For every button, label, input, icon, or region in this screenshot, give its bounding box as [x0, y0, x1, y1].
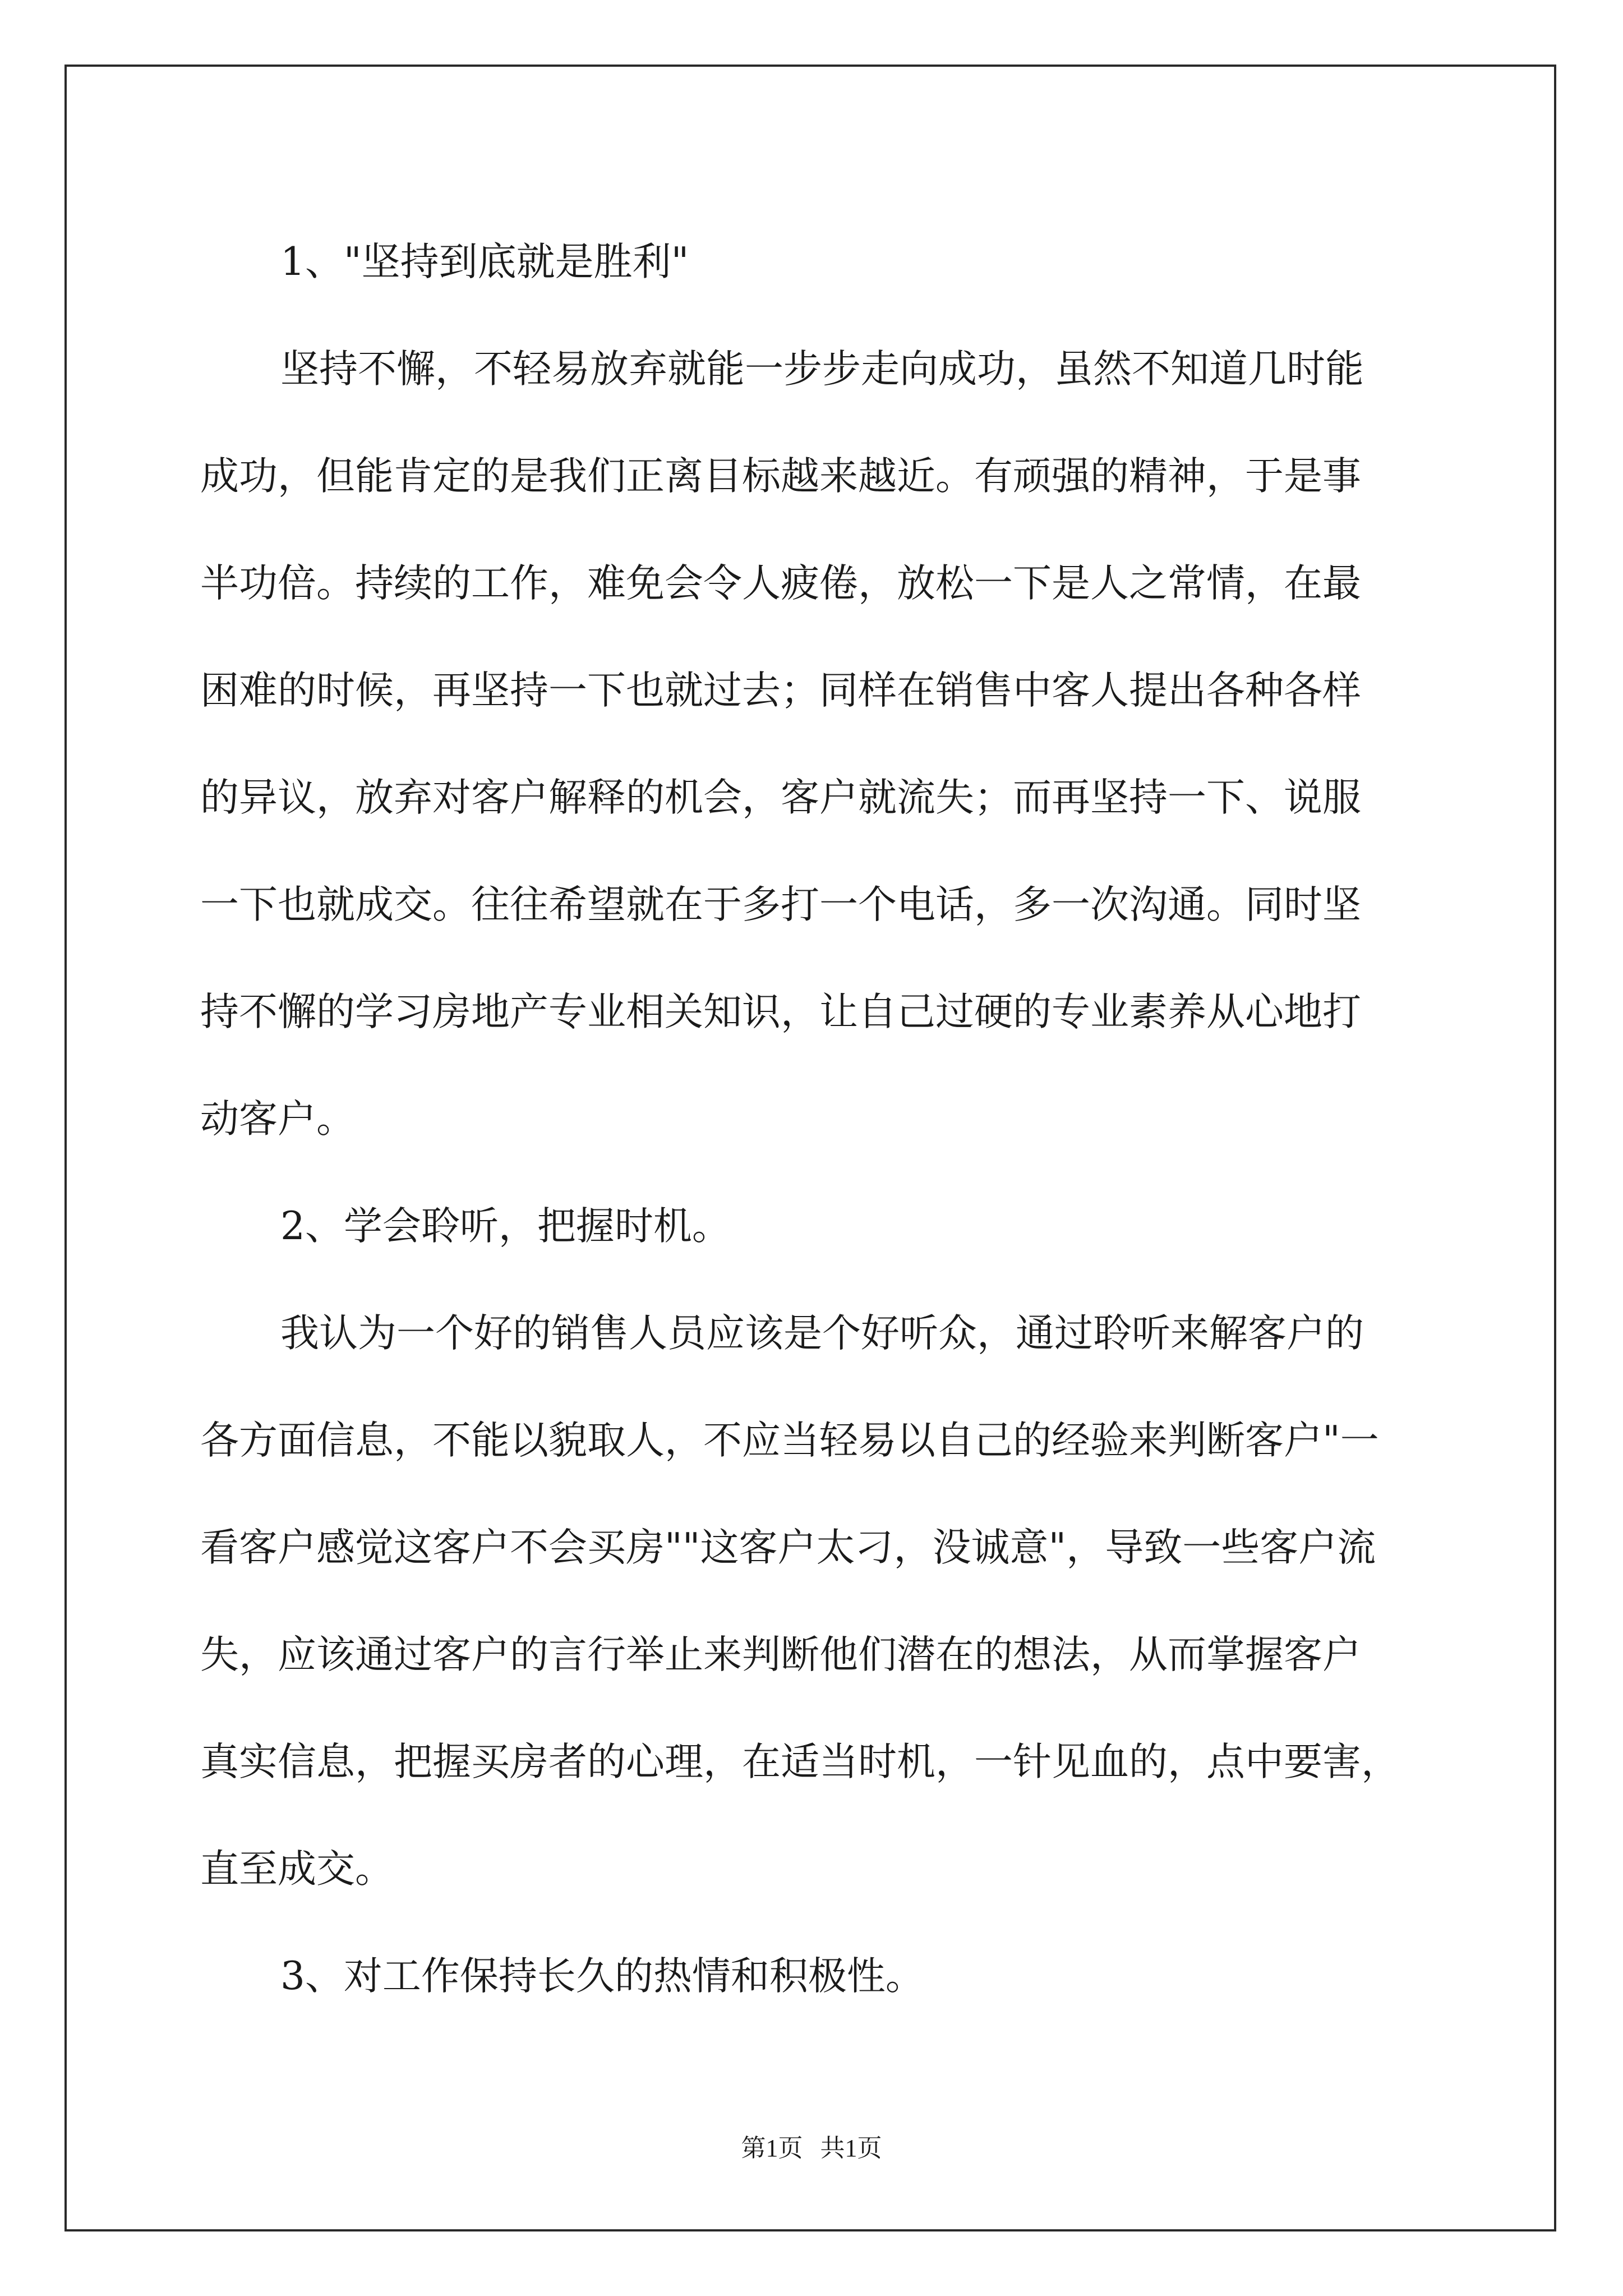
text-line: 看客户感觉这客户不会买房""这客户太刁，没诚意"，导致一些客户流 — [200, 1525, 1376, 1570]
text-line: 各方面信息，不能以貌取人，不应当轻易以自己的经验来判断客户"一 — [200, 1418, 1379, 1463]
section-heading-3 — [200, 1923, 1451, 2030]
text-line: 成功，但能肯定的是我们正离目标越来越近。有顽强的精神，于是事 — [200, 454, 1361, 499]
text-line: 困难的时候，再坚持一下也就过去；同样在销售中客人提出各种各样 — [200, 668, 1361, 713]
text-line: 真实信息，把握买房者的心理，在适当时机，一针见血的，点中要害， — [200, 1740, 1400, 1784]
text-line: 的异议，放弃对客户解释的机会，客户就流失；而再坚持一下、说服 — [200, 775, 1361, 820]
page-total: 共1页 — [820, 2134, 882, 2162]
text-line: 动客户。 — [200, 1097, 355, 1142]
page-number: 第1页 — [741, 2134, 803, 2162]
section-heading-2 — [200, 1173, 1451, 1280]
paragraph-2 — [200, 1280, 1451, 1923]
text-line: 1、"坚持到底就是胜利" — [280, 240, 689, 284]
section-heading-1 — [200, 209, 1451, 316]
text-line: 2、学会聆听，把握时机。 — [280, 1204, 731, 1249]
text-line: 持不懈的学习房地产专业相关知识，让自己过硬的专业素养从心地打 — [200, 990, 1361, 1034]
text-line: 半功倍。持续的工作，难免会令人疲倦，放松一下是人之常情，在最 — [200, 561, 1361, 606]
text-line: 3、对工作保持长久的热情和积极性。 — [280, 1954, 924, 1999]
paragraph-1 — [200, 316, 1451, 1173]
page-footer — [0, 2128, 1623, 2164]
text-line: 直至成交。 — [200, 1847, 394, 1892]
text-line: 一下也就成交。往往希望就在于多打一个电话，多一次沟通。同时坚 — [200, 882, 1361, 927]
text-line: 坚持不懈，不轻易放弃就能一步步走向成功，虽然不知道几时能 — [280, 347, 1364, 392]
text-line: 我认为一个好的销售人员应该是个好听众，通过聆听来解客户的 — [280, 1311, 1364, 1356]
text-line: 失，应该通过客户的言行举止来判断他们潜在的想法，从而掌握客户 — [200, 1632, 1361, 1677]
document-body — [200, 209, 1451, 2030]
